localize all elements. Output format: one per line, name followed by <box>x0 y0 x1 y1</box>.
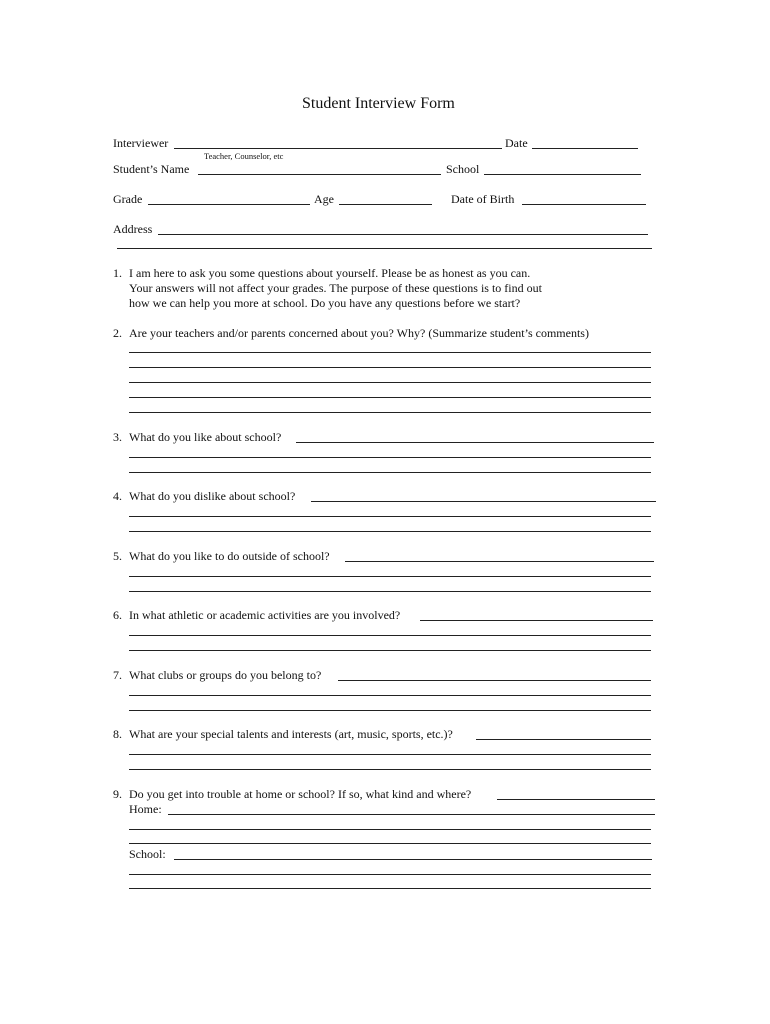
question-text: What do you like about school? <box>129 430 282 444</box>
school-label: School <box>446 162 480 176</box>
answer-line[interactable] <box>129 531 651 532</box>
answer-line[interactable] <box>129 397 651 398</box>
answer-line[interactable] <box>129 843 651 844</box>
school-field[interactable] <box>484 174 641 175</box>
answer-line[interactable] <box>129 472 651 473</box>
answer-line[interactable] <box>129 888 651 889</box>
question-text: What do you dislike about school? <box>129 489 296 503</box>
answer-line[interactable] <box>129 457 651 458</box>
question-text: Your answers will not affect your grades. The purpose of these questions is to find out <box>129 281 542 295</box>
home-answer-line[interactable] <box>168 814 655 815</box>
answer-line[interactable] <box>129 695 651 696</box>
answer-line[interactable] <box>129 874 651 875</box>
answer-line[interactable] <box>129 352 651 353</box>
answer-line[interactable] <box>129 576 651 577</box>
answer-line[interactable] <box>129 769 651 770</box>
answer-line[interactable] <box>129 635 651 636</box>
date-field[interactable] <box>532 148 638 149</box>
dob-field[interactable] <box>522 204 646 205</box>
address-field[interactable] <box>158 234 648 235</box>
answer-line[interactable] <box>497 799 655 800</box>
question-text: how we can help you more at school. Do you have any questions before we start? <box>129 296 521 310</box>
question-number: 5. <box>113 549 122 563</box>
question-number: 9. <box>113 787 122 801</box>
question-text: Do you get into trouble at home or school? If so, what kind and where? <box>129 787 472 801</box>
answer-line[interactable] <box>129 591 651 592</box>
answer-line[interactable] <box>129 516 651 517</box>
home-label: Home: <box>129 802 162 816</box>
question-text: What are your special talents and interests (art, music, sports, etc.)? <box>129 727 453 741</box>
question-number: 6. <box>113 608 122 622</box>
question-text: Are your teachers and/or parents concerned about you? Why? (Summarize student’s comments) <box>129 326 589 340</box>
school-answer-line[interactable] <box>174 859 652 860</box>
interviewer-field[interactable] <box>174 148 502 149</box>
question-number: 7. <box>113 668 122 682</box>
student-name-label: Student’s Name <box>113 162 190 176</box>
answer-line[interactable] <box>420 620 653 621</box>
question-number: 1. <box>113 266 122 280</box>
answer-line[interactable] <box>129 650 651 651</box>
answer-line[interactable] <box>129 412 651 413</box>
question-number: 3. <box>113 430 122 444</box>
date-label: Date <box>505 136 528 150</box>
interviewer-hint: Teacher, Counselor, etc <box>204 151 284 161</box>
answer-line[interactable] <box>338 680 651 681</box>
question-text: What clubs or groups do you belong to? <box>129 668 322 682</box>
age-label: Age <box>314 192 334 206</box>
address-label: Address <box>113 222 153 236</box>
interviewer-label: Interviewer <box>113 136 169 150</box>
question-number: 8. <box>113 727 122 741</box>
answer-line[interactable] <box>129 710 651 711</box>
grade-label: Grade <box>113 192 143 206</box>
answer-line[interactable] <box>129 754 651 755</box>
question-number: 2. <box>113 326 122 340</box>
answer-line[interactable] <box>476 739 651 740</box>
student-name-field[interactable] <box>198 174 441 175</box>
dob-label: Date of Birth <box>451 192 515 206</box>
answer-line[interactable] <box>345 561 654 562</box>
answer-line[interactable] <box>311 501 656 502</box>
question-text: I am here to ask you some questions about yourself. Please be as honest as you can. <box>129 266 531 280</box>
question-text: What do you like to do outside of school? <box>129 549 330 563</box>
question-number: 4. <box>113 489 122 503</box>
age-field[interactable] <box>339 204 432 205</box>
answer-line[interactable] <box>296 442 654 443</box>
answer-line[interactable] <box>129 382 651 383</box>
address-field-line-2[interactable] <box>117 248 652 249</box>
page-title: Student Interview Form <box>302 95 455 112</box>
grade-field[interactable] <box>148 204 310 205</box>
answer-line[interactable] <box>129 829 651 830</box>
answer-line[interactable] <box>129 367 651 368</box>
school-answer-label: School: <box>129 847 166 861</box>
question-text: In what athletic or academic activities are you involved? <box>129 608 401 622</box>
